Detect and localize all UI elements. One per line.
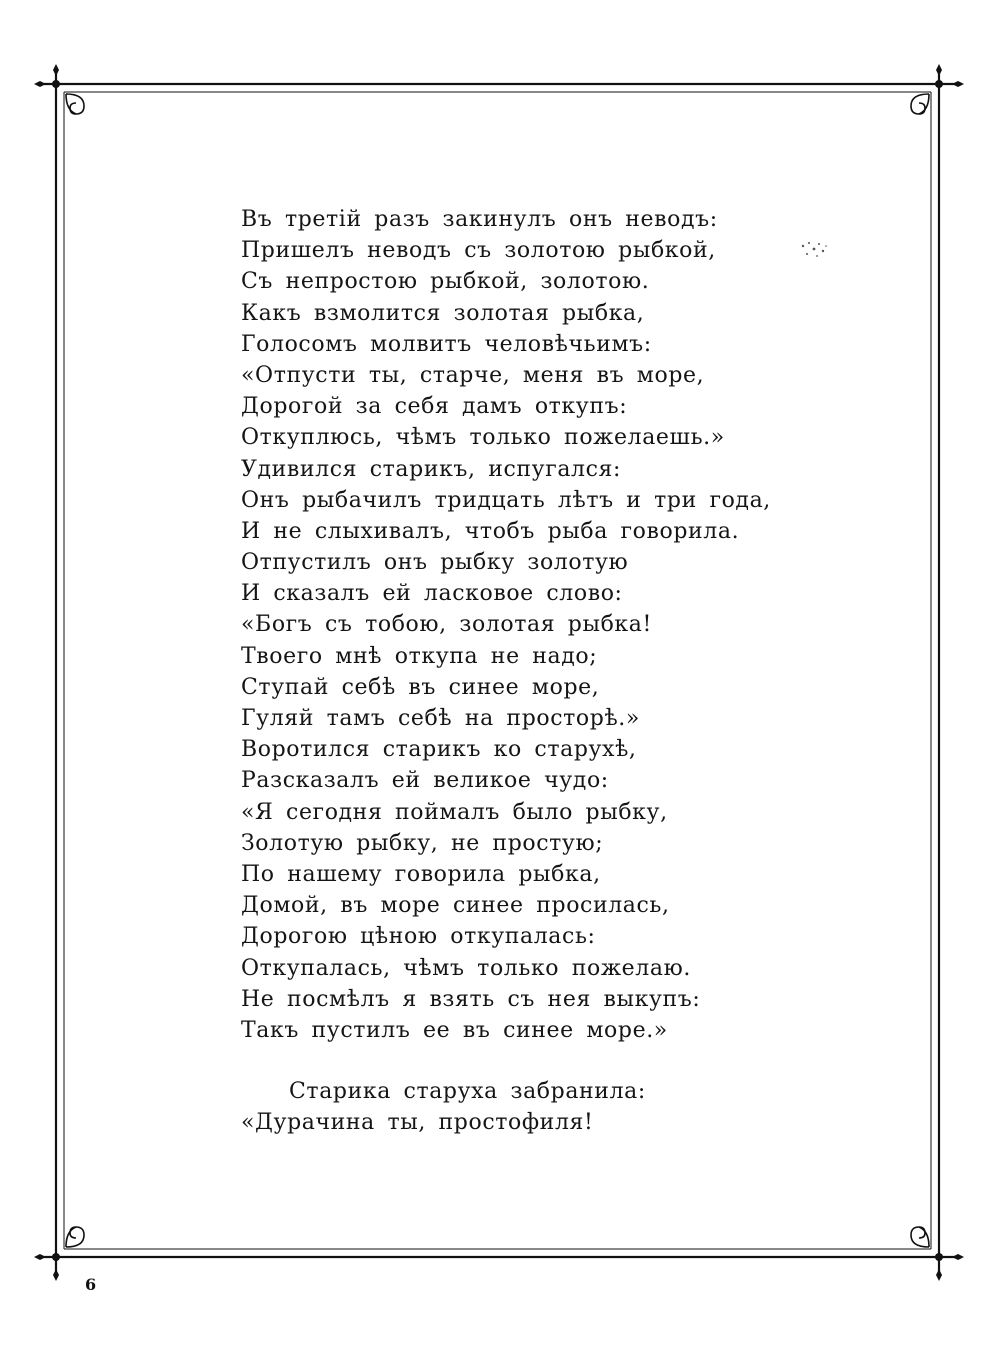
poem-line: Воротился старикъ ко старухѣ, <box>241 737 637 763</box>
poem-line: «Отпусти ты, старче, меня въ море, <box>241 362 705 388</box>
poem-line: Гуляй тамъ себѣ на просторѣ.» <box>241 706 640 731</box>
poem-line: Откуплюсь, чѣмъ только пожелаешь.» <box>241 425 725 451</box>
stanza-1 <box>241 204 841 1046</box>
poem-line: Дорогою цѣною откупалась: <box>241 924 596 950</box>
poem-line: «Я сегодня поймалъ было рыбку, <box>241 799 668 825</box>
poem-line: «Дурачина ты, простофиля! <box>241 1110 594 1136</box>
poem-line: «Богъ съ тобою, золотая рыбка! <box>241 612 652 638</box>
poem-line: Дорогой за себя дамъ откупъ: <box>241 394 628 420</box>
poem-line: Съ непростою рыбкой, золотою. <box>241 269 650 295</box>
poem-line: И сказалъ ей ласковое слово: <box>241 581 623 607</box>
poem-line: Золотую рыбку, не простую; <box>241 830 604 856</box>
poem-line: Ступай себѣ въ синее море, <box>241 674 600 700</box>
poem-line: Домой, въ море синее просилась, <box>241 893 670 919</box>
poem-line: Пришелъ неводъ съ золотою рыбкой, <box>241 238 716 264</box>
poem-line: И не слыхивалъ, чтобъ рыба говорила. <box>241 518 740 544</box>
poem-line: Голосомъ молвитъ человѣчьимъ: <box>241 331 652 357</box>
page-number: 6 <box>85 1275 97 1294</box>
poem-line: Твоего мнѣ откупа не надо; <box>241 643 598 669</box>
poem-line: Такъ пустилъ ее въ синее море.» <box>241 1017 668 1043</box>
corner-ornament-bottom-left-icon <box>66 1227 84 1247</box>
poem-text <box>241 204 841 1138</box>
corner-ornament-bottom-right-icon <box>911 1227 929 1247</box>
poem-line: Отпустилъ онъ рыбку золотую <box>241 550 629 576</box>
poem-line: Онъ рыбачилъ тридцать лѣтъ и три года, <box>241 487 771 513</box>
corner-ornament-top-left-icon <box>66 94 84 114</box>
poem-line: Какъ взмолится золотая рыбка, <box>241 300 645 326</box>
stanza-gap <box>241 1046 841 1076</box>
corner-ornament-top-right-icon <box>911 94 929 114</box>
poem-line: Въ третій разъ закинулъ онъ неводъ: <box>241 207 718 232</box>
poem-line: Не посмѣлъ я взять съ нея выкупъ: <box>241 986 701 1012</box>
poem-line: По нашему говорила рыбка, <box>241 861 601 887</box>
poem-line: Разсказалъ ей великое чудо: <box>241 768 609 794</box>
poem-line: Откупалась, чѣмъ только пожелаю. <box>241 955 691 981</box>
stanza-2 <box>241 1076 841 1138</box>
poem-line: Старика старуха забранила: <box>289 1079 646 1105</box>
poem-line: Удивился старикъ, испугался: <box>241 456 622 482</box>
